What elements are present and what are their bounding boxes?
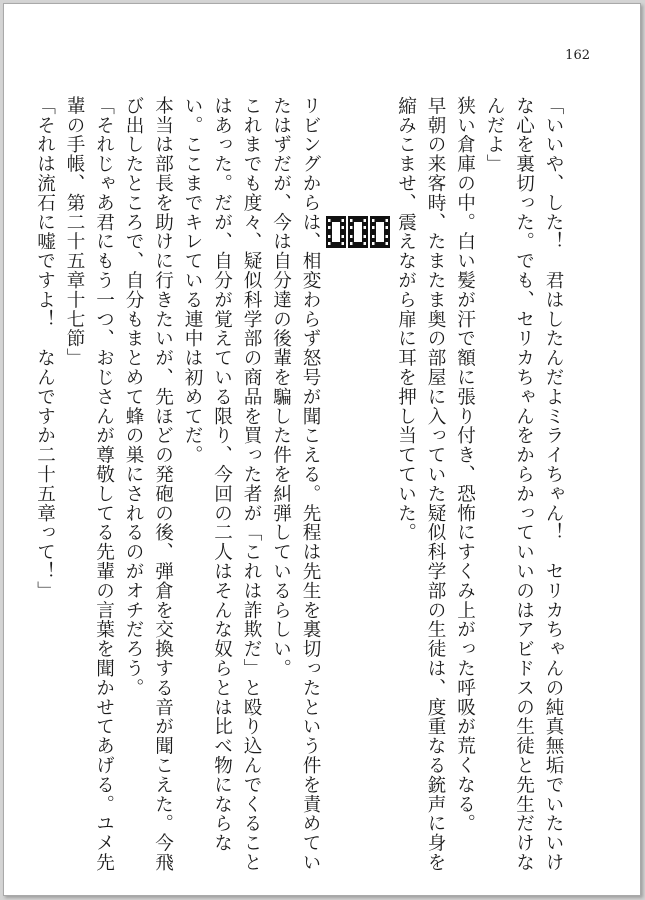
vertical-body-text (30, 96, 568, 876)
page-number: 162 (565, 48, 590, 63)
paragraph-6: 本当は部長を助けに行きたいが、先ほどの発砲の後、弾倉を交換する音が聞こえた。今飛び出したところで、自分もまとめて蜂の巣にされるのがオチだろう。 (123, 96, 174, 872)
paragraph-7: 「それじゃあ君にもう一つ、おじさんが尊敬してる先輩の言葉を聞かせてあげる。ユメ先輩の手帳、第二十五章十七節」 (64, 96, 115, 872)
paragraph-5: これまでも度々、疑似科学部の商品を買った者が「これは詐欺だ」と殴り込んでくることはあった。だが、自分が覚えている限り、今回の二人はそんな奴らとは比べ物にならない。ここまでキレている連中は初めてだ。 (182, 96, 262, 872)
film-frame-icon (369, 215, 391, 249)
book-page (3, 3, 641, 896)
film-frame-icon (347, 215, 369, 249)
scene-break (325, 96, 391, 296)
paragraph-4: リビングからは、相変わらず怒号が聞こえる。先程は先生を裏切ったという件を責めていたはずだが、今は自分達の後輩を騙した件を糾弾しているらしい。 (270, 96, 321, 872)
film-frame-icon (325, 215, 347, 249)
paragraph-3: 早朝の来客時、たまたま奥の部屋に入っていた疑似科学部の生徒は、度重なる銃声に身を縮みこませ、震えながら扉に耳を押し当てていた。 (395, 96, 446, 872)
paragraph-1: 「いいや、した！ 君はしたんだよミライちゃん！ セリカちゃんの純真無垢でいたいけな心を裏切った。でも、セリカちゃんをからかっていいのはアビドスの生徒と先生だけなんだよ」 (484, 96, 564, 872)
paragraph-2: 狭い倉庫の中。白い髪が汗で額に張り付き、恐怖にすくみ上がった呼吸が荒くなる。 (454, 96, 476, 834)
paragraph-8: 「それは流石に嘘ですよ！ なんですか二十五章って！」 (34, 96, 56, 601)
